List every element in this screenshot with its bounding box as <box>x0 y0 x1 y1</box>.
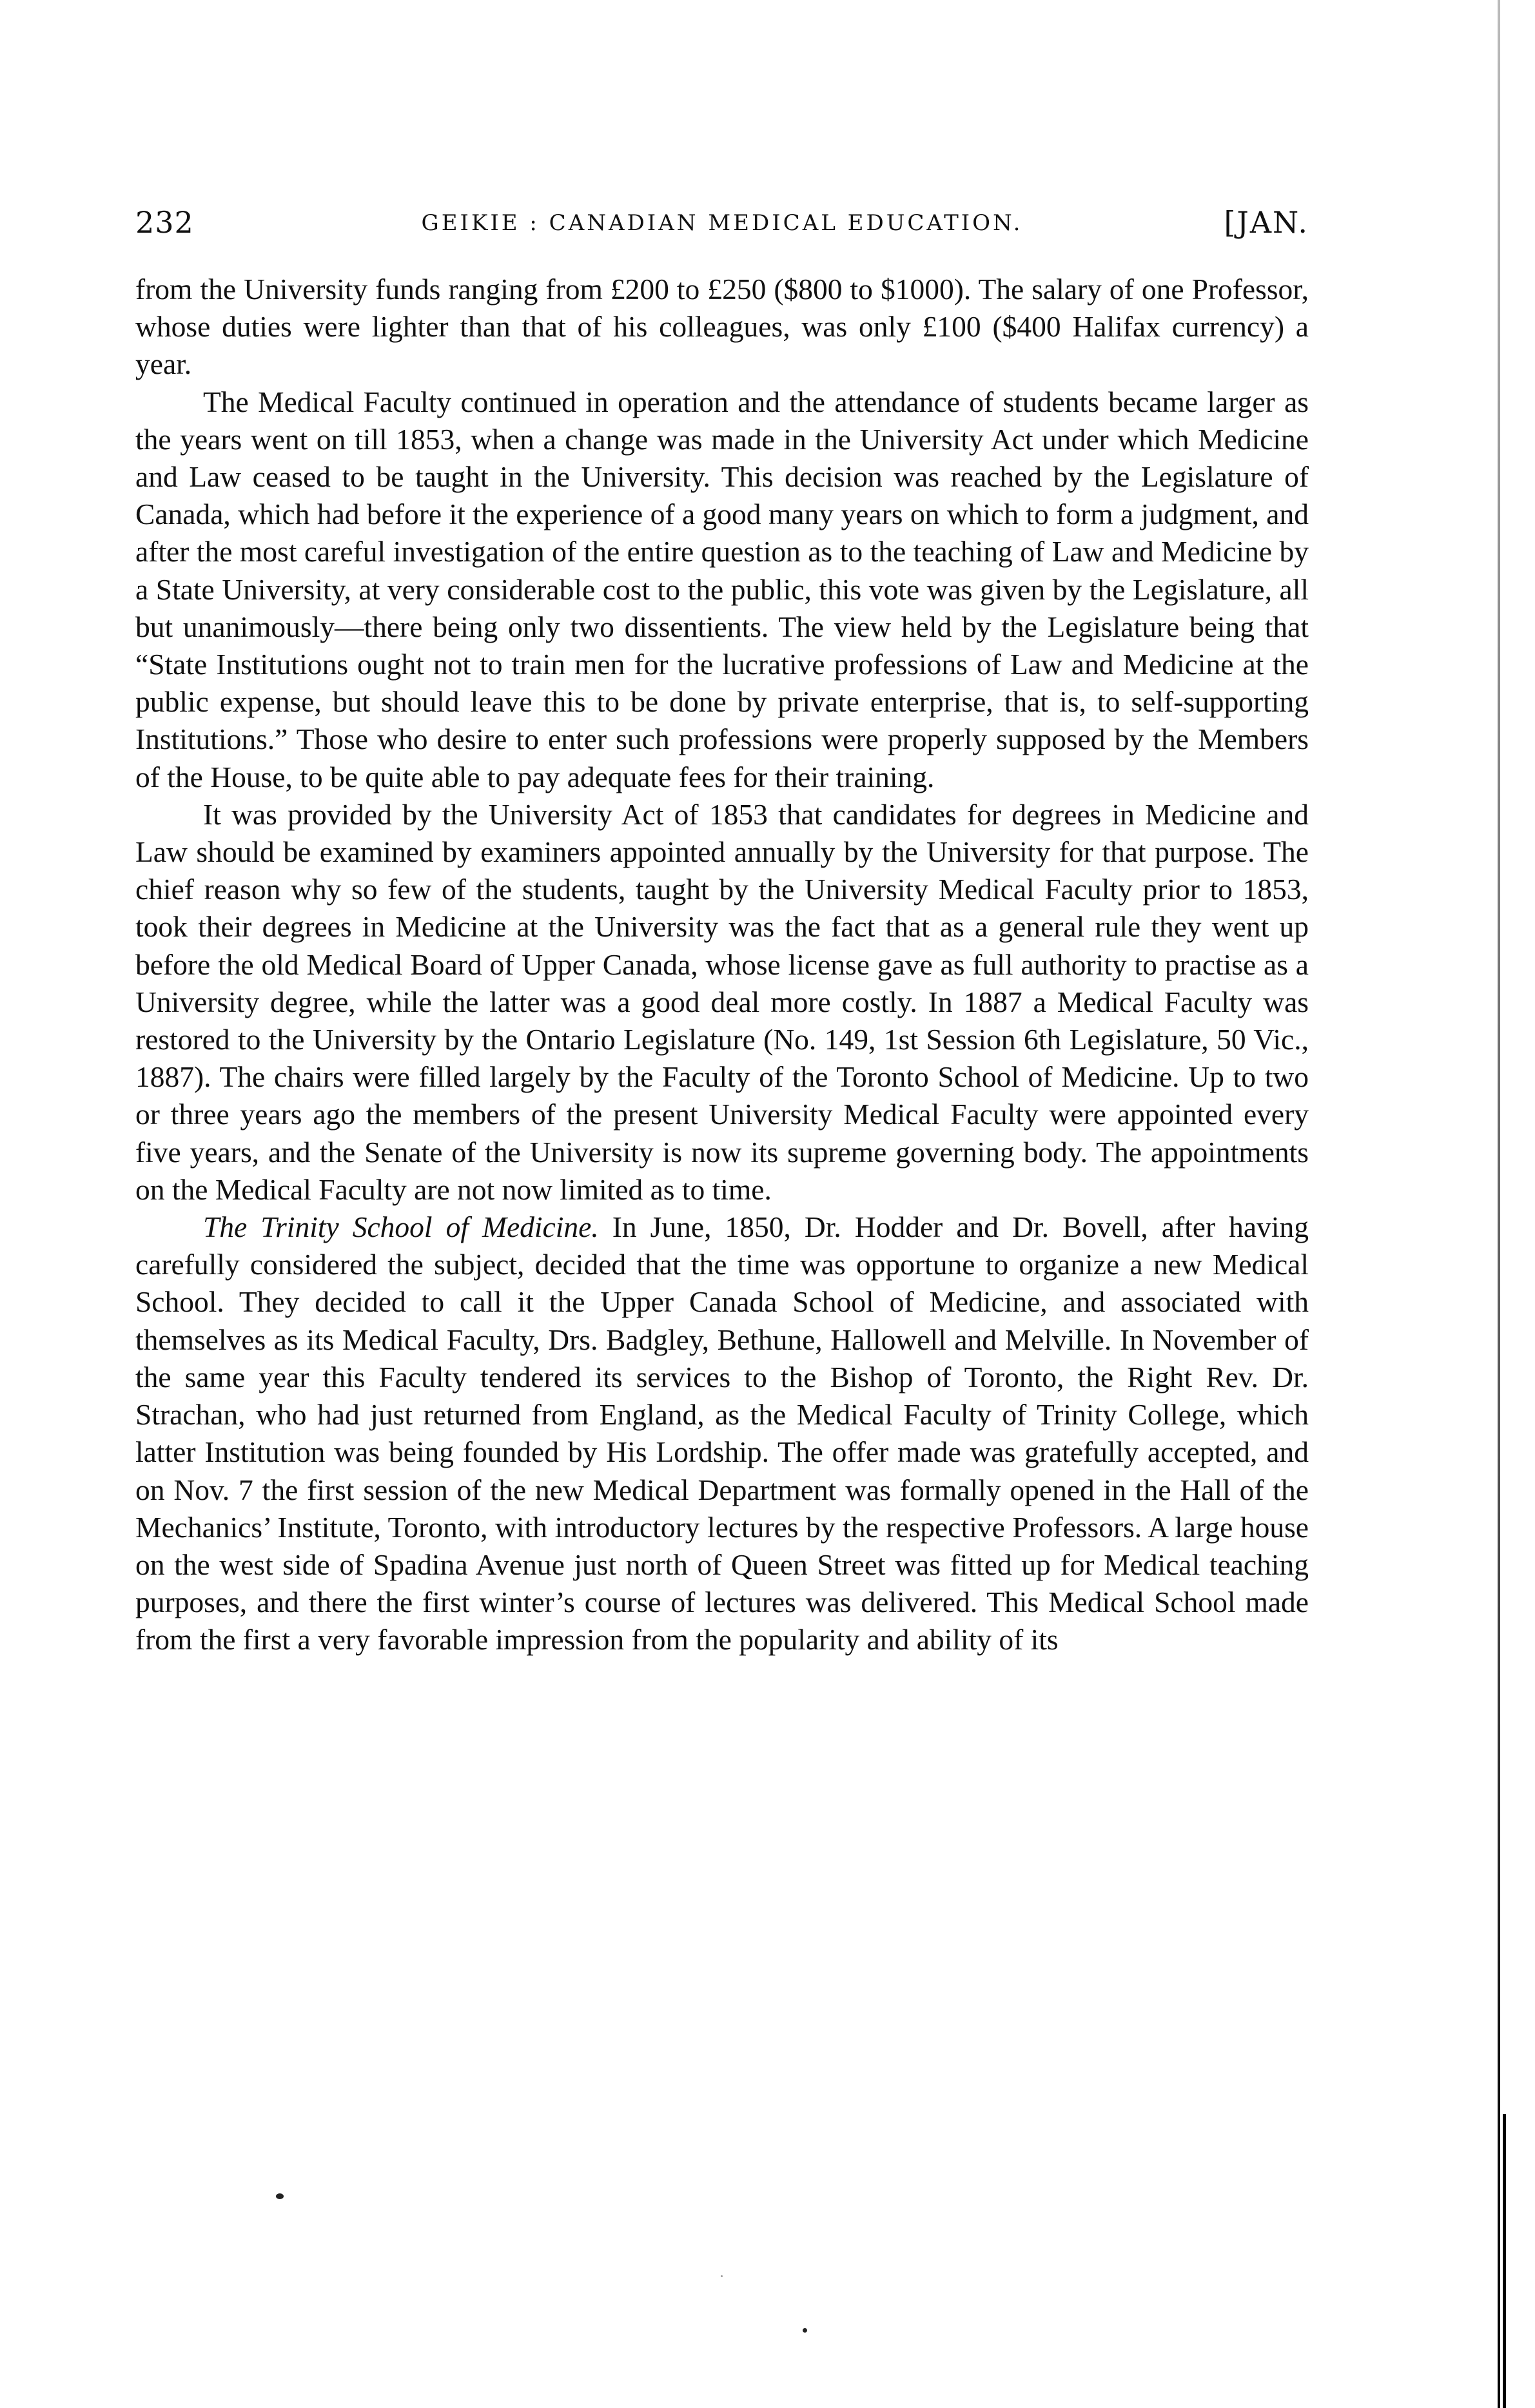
paragraph-trinity-school <box>135 1209 1309 1658</box>
page-header <box>135 205 1309 250</box>
paragraph-trinity-text: In June, 1850, Dr. Hodder and Dr. Bovell, after having carefully considered the subject, decided that the time was opportune to organize a new Medical School. They decided to call it the Upper Canada School of Medicine, and associated with themselves as its Medical Faculty, Drs. Badgley, Bethune, Hallowell and Melville. In November of the same year this Faculty tendered its services to the Bishop of Toronto, the Right Rev. Dr. Strachan, who had just returned from England, as the Medical Faculty of Trinity College, which latter Institution was being founded by His Lordship. The offer made was gratefully accepted, and on Nov. 7 the first session of the new Medical Department was formally opened in the Hall of the Mechanics’ Institute, Toronto, with introductory lectures by the respective Professors. A large house on the west side of Spadina Avenue just north of Queen Street was fitted up for Medical teaching purposes, and there the first winter’s course of lectures was delivered. This Medical School made from the first a very favorable impression from the popularity and ability of its <box>135 1210 1309 1656</box>
page-number: 232 <box>135 205 194 240</box>
section-heading-trinity: The Trinity School of Medicine. <box>203 1210 599 1244</box>
page-edge-dark <box>1503 2114 1506 2408</box>
header-month: [JAN. <box>1224 205 1309 240</box>
running-head: GEIKIE : CANADIAN MEDICAL EDUCATION. <box>421 210 1023 236</box>
ink-speck <box>803 2328 807 2333</box>
paragraph-medical-faculty: The Medical Faculty continued in operation and the attendance of students became larger as the years went on till 1853, when a change was made in the University Act under which Medicine and Law ceased to be taught in the University. This decision was reached by the Legislature of Canada, which had before it the experience of a good many years on which to form a judgment, and after the most careful investigation of the entire question as to the teaching of Law and Medicine by a State University, at very considerable cost to the public, this vote was given by the Legislature, all but unanimously—there being only two dissentients. The view held by the Legislature being that “State Institutions ought not to train men for the lucrative professions of Law and Medicine at the public expense, but should leave this to be done by private enterprise, that is, to self-supporting Institutions.” Those who desire to enter such professions were properly supposed by the Members of the House, to be quite able to pay adequate fees for their training. <box>135 385 1309 793</box>
ink-speck <box>276 2193 284 2199</box>
paragraph-continued: from the University funds ranging from £200 to £250 ($800 to $1000). The salary of one Professor, whose duties were lighter than that of his colleagues, was only £100 ($400 Halifax currency) a year. <box>135 273 1309 381</box>
page-edge <box>1498 0 1500 2408</box>
ink-speck <box>721 2275 723 2277</box>
body-text <box>135 271 1309 1659</box>
paragraph-university-act: It was provided by the University Act of 1853 that candidates for degrees in Medicine and Law should be examined by examiners appointed annually by the University for that purpose. The chief reason why so few of the students, taught by the University Medical Faculty prior to 1853, took their degrees in Medicine at the University was the fact that as a general rule they went up before the old Medical Board of Upper Canada, whose license gave as full authority to practise as a University degree, while the latter was a good deal more costly. In 1887 a Medical Faculty was restored to the University by the Ontario Legislature (No. 149, 1st Session 6th Legislature, 50 Vic., 1887). The chairs were filled largely by the Faculty of the Toronto School of Medicine. Up to two or three years ago the members of the present University Medical Faculty were appointed every five years, and the Senate of the University is now its supreme governing body. The appointments on the Medical Faculty are not now limited as to time. <box>135 797 1309 1206</box>
